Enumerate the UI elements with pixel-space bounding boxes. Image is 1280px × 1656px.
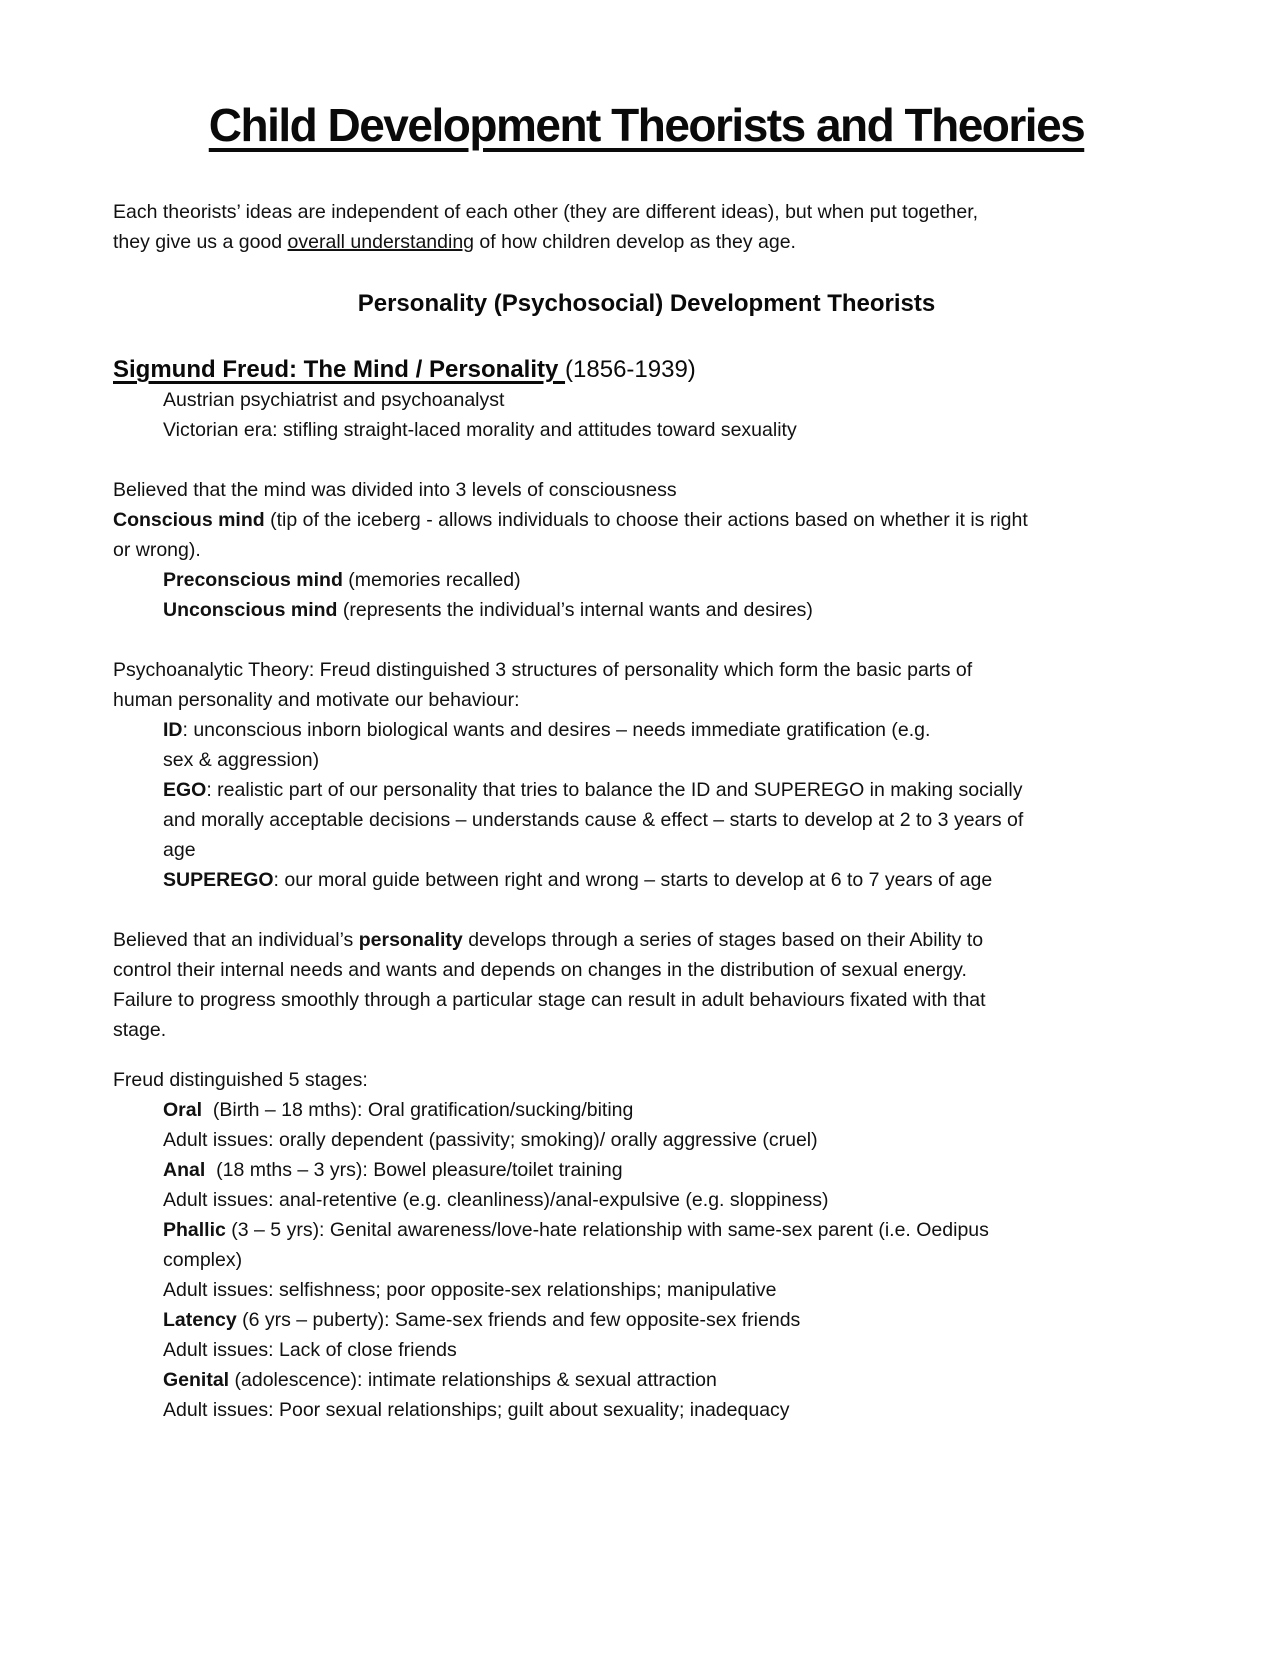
- personality-line-1-pre: Believed that an individual’s: [113, 929, 359, 952]
- conscious-mind-desc: (tip of the iceberg - allows individuals to choose their actions based on whether it is right: [264, 509, 1028, 532]
- personality-term: personality: [358, 929, 463, 952]
- phallic-term: Phallic: [163, 1219, 226, 1242]
- oral-stage-line: [113, 1095, 1180, 1125]
- conscious-mind-term: Conscious mind: [113, 509, 265, 532]
- phallic-desc: (3 – 5 yrs): Genital awareness/love-hate relationship with same-sex parent (i.e. Oedipus: [225, 1219, 989, 1242]
- latency-desc: (6 yrs – puberty): Same-sex friends and few opposite-sex friends: [236, 1309, 801, 1332]
- oral-term: Oral: [163, 1099, 203, 1122]
- oral-desc: (Birth – 18 mths): Oral gratification/sucking/biting: [202, 1099, 634, 1122]
- personality-line-2: control their internal needs and wants and depends on changes in the distribution of sexual energy.: [113, 959, 967, 982]
- anal-stage-line: [113, 1155, 1180, 1185]
- document-title: Child Development Theorists and Theories: [208, 99, 1085, 151]
- personality-line-1: [113, 925, 1180, 955]
- freud-bio-line-2: Victorian era: stifling straight-laced morality and attitudes toward sexuality: [163, 419, 797, 442]
- intro-underlined-phrase: overall understanding: [287, 231, 475, 254]
- phallic-stage-line-2: complex): [163, 1249, 243, 1272]
- genital-term: Genital: [163, 1369, 230, 1392]
- ego-line: [113, 775, 1180, 805]
- genital-issues-line: Adult issues: Poor sexual relationships; guilt about sexuality; inadequacy: [163, 1399, 790, 1422]
- personality-line-3: Failure to progress smoothly through a particular stage can result in adult behaviours fixated with that: [113, 989, 986, 1012]
- preconscious-mind-line: [113, 565, 1180, 595]
- latency-stage-line: [113, 1305, 1180, 1335]
- freud-bio-line-1: Austrian psychiatrist and psychoanalyst: [163, 389, 505, 412]
- id-term: ID: [163, 719, 183, 742]
- id-line-2: sex & aggression): [163, 749, 320, 772]
- conscious-mind-line: [113, 505, 1180, 535]
- freud-bio: [113, 385, 1180, 445]
- ego-line-3: age: [163, 839, 196, 862]
- unconscious-mind-desc: (represents the individual’s internal wants and desires): [337, 599, 813, 622]
- psychoanalytic-intro-line-1: Psychoanalytic Theory: Freud distinguished 3 structures of personality which form the basic parts of: [113, 659, 973, 682]
- intro-paragraph: [113, 197, 1180, 257]
- psychoanalytic-paragraph: [113, 655, 1180, 895]
- preconscious-mind-desc: (memories recalled): [342, 569, 521, 592]
- freud-heading-dates: (1856-1939): [565, 356, 696, 384]
- superego-desc: : our moral guide between right and wrong – starts to develop at 6 to 7 years of age: [273, 869, 993, 892]
- unconscious-mind-term: Unconscious mind: [163, 599, 338, 622]
- anal-term: Anal: [163, 1159, 206, 1182]
- anal-issues-line: Adult issues: anal-retentive (e.g. cleanliness)/anal-expulsive (e.g. sloppiness): [163, 1189, 829, 1212]
- ego-desc: : realistic part of our personality that tries to balance the ID and SUPEREGO in making socially: [206, 779, 1023, 802]
- personality-line-1-post: develops through a series of stages based on their Ability to: [462, 929, 984, 952]
- freud-heading: [113, 355, 1180, 385]
- mind-intro-line: Believed that the mind was divided into 3 levels of consciousness: [113, 479, 677, 502]
- intro-line-1: Each theorists’ ideas are independent of each other (they are different ideas), but when put together,: [113, 201, 979, 224]
- intro-line-2: [113, 227, 1180, 257]
- unconscious-mind-line: [113, 595, 1180, 625]
- genital-desc: (adolescence): intimate relationships & sexual attraction: [229, 1369, 717, 1392]
- superego-line: [113, 865, 1180, 895]
- anal-desc: (18 mths – 3 yrs): Bowel pleasure/toilet training: [205, 1159, 623, 1182]
- latency-term: Latency: [163, 1309, 237, 1332]
- freud-heading-title: Sigmund Freud: The Mind / Personality: [113, 356, 566, 384]
- five-stages-list: [113, 1065, 1180, 1425]
- personality-stages-paragraph: [113, 925, 1180, 1045]
- section-heading: Personality (Psychosocial) Development Theorists: [357, 290, 936, 318]
- phallic-stage-line: [113, 1215, 1180, 1245]
- ego-line-2: and morally acceptable decisions – understands cause & effect – starts to develop at 2 to 3 years of: [163, 809, 1024, 832]
- phallic-issues-line: Adult issues: selfishness; poor opposite-sex relationships; manipulative: [163, 1279, 777, 1302]
- genital-stage-line: [113, 1365, 1180, 1395]
- id-line: [113, 715, 1180, 745]
- ego-term: EGO: [163, 779, 207, 802]
- preconscious-mind-term: Preconscious mind: [163, 569, 343, 592]
- intro-line-2-pre: they give us a good: [113, 231, 288, 254]
- conscious-mind-line-2: or wrong).: [113, 539, 201, 562]
- stages-intro-line: Freud distinguished 5 stages:: [113, 1069, 368, 1092]
- oral-issues-line: Adult issues: orally dependent (passivity; smoking)/ orally aggressive (cruel): [163, 1129, 818, 1152]
- personality-line-4: stage.: [113, 1019, 167, 1042]
- id-desc: : unconscious inborn biological wants and desires – needs immediate gratification (e.g.: [182, 719, 931, 742]
- mind-levels-paragraph: [113, 475, 1180, 625]
- superego-term: SUPEREGO: [163, 869, 274, 892]
- latency-issues-line: Adult issues: Lack of close friends: [163, 1339, 457, 1362]
- intro-line-2-post: of how children develop as they age.: [474, 231, 796, 254]
- psychoanalytic-intro-line-2: human personality and motivate our behaviour:: [113, 689, 520, 712]
